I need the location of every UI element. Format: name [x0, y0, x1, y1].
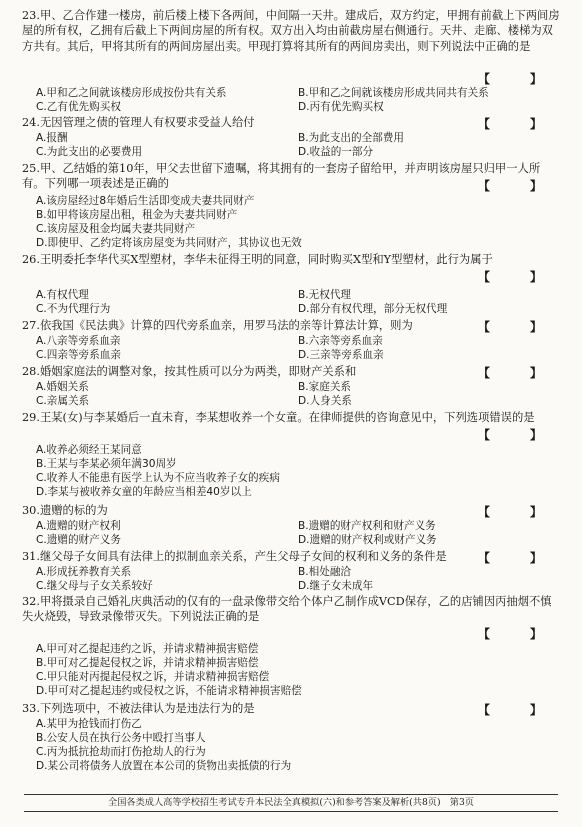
- option-b: B.甲和乙之间就该楼房形成共同共有关系: [298, 87, 489, 99]
- option-d: D.继子女未成年: [298, 580, 374, 592]
- option-c: C.丙为抵抗抢劫而打伤抢劫人的行为: [36, 746, 206, 758]
- option-c: C.亲属关系: [36, 395, 90, 407]
- page-footer: 全国各类成人高等学校招生考试专升本民法全真模拟(六)和参考答案及解析(共8页) 第3页: [24, 794, 558, 812]
- option-b: B.为此支出的全部费用: [298, 132, 404, 144]
- question-stem: 32.甲将摄录自己婚礼庆典活动的仅有的一盘录像带交给个体户乙制作成VCD保存，乙的店铺因丙抽烟不慎失火烧毁，导致录像带灭失。下列说法正确的是: [22, 595, 552, 624]
- question-stem: 23.甲、乙合作建一楼房，前后楼上楼下各两间，中间隔一天井。建成后，双方约定，甲拥有前截上下两间房屋的所有权，乙拥有后截上下两间房屋的所有权。双方出入均由前截房屋右侧通行。天井、走廊、楼梯为双方共有。其后，甲将其所有的两间房屋出卖。甲现打算将其所有的两间房卖出，则下列说法中正确的是: [22, 9, 560, 53]
- option-c: C.收养人不能患有医学上认为不应当收养子女的疾病: [36, 472, 280, 484]
- question-stem: 30.遗赠的标的为: [22, 504, 108, 517]
- option-d: D.某公司将债务人放置在本公司的货物出卖抵债的行为: [36, 760, 292, 772]
- option-d: D.三亲等旁系血亲: [298, 349, 384, 361]
- option-c: C.四亲等旁系血亲: [36, 349, 121, 361]
- answer-bracket: 【 】: [477, 72, 560, 86]
- option-b: B.相处融洽: [298, 566, 352, 578]
- option-a: A.报酬: [36, 132, 68, 144]
- answer-bracket: 【 】: [477, 428, 560, 442]
- option-c: C.乙有优先购买权: [36, 101, 121, 113]
- option-b: B.家庭关系: [298, 381, 352, 393]
- question-stem: 25.甲、乙结婚的第10年，甲父去世留下遗嘱，将其拥有的一套房子留给甲，并声明该房屋只归甲一人所有。下列哪一项表述是正确的: [22, 162, 541, 191]
- option-a: A.某甲为抢钱而打伤乙: [36, 718, 142, 730]
- option-d: D.甲可对乙提起违约或侵权之诉，不能请求精神损害赔偿: [36, 685, 302, 697]
- question-32: [22, 594, 562, 625]
- question-stem: 33.下列选项中，不被法律认为是违法行为的是: [22, 702, 255, 715]
- answer-bracket: 【 】: [477, 117, 560, 131]
- option-c: C.该房屋及租金均属夫妻共同财产: [36, 223, 196, 235]
- question-stem: 26.王明委托李华代买X型塑材，李华未征得王明的同意，同时购买X型和Y型塑材，此行为属于: [22, 253, 493, 266]
- option-c: C.为此支出的必要费用: [36, 146, 143, 158]
- option-c: C.甲只能对丙提起侵权之诉，并请求精神损害赔偿: [36, 671, 270, 683]
- option-a: A.有权代理: [36, 289, 89, 301]
- option-d: D.部分有权代理，部分无权代理: [298, 303, 448, 315]
- answer-bracket: 【 】: [477, 179, 560, 193]
- question-23: [22, 8, 562, 54]
- option-b: B.无权代理: [298, 289, 352, 301]
- option-d: D.遗赠的财产权利或财产义务: [298, 534, 437, 546]
- answer-bracket: 【 】: [477, 551, 560, 565]
- option-a: A.八亲等旁系血亲: [36, 335, 121, 347]
- option-b: B.六亲等旁系血亲: [298, 335, 383, 347]
- option-d: D.丙有优先购买权: [298, 101, 384, 113]
- option-d: D.即使甲、乙约定将该房屋变为共同财产，其协议也无效: [36, 237, 302, 249]
- option-b: B.王某与李某必须年满30周岁: [36, 458, 177, 470]
- question-stem: 28.婚姻家庭法的调整对象，按其性质可以分为两类，即财产关系和: [22, 365, 357, 378]
- option-a: A.遗赠的财产权利: [36, 520, 121, 532]
- option-c: C.不为代理行为: [36, 303, 111, 315]
- question-29: [22, 410, 562, 425]
- option-a: A.该房屋经过8年婚后生活即变成夫妻共同财产: [36, 195, 255, 207]
- answer-bracket: 【 】: [477, 627, 560, 641]
- answer-bracket: 【 】: [477, 320, 560, 334]
- answer-bracket: 【 】: [477, 505, 560, 519]
- question-stem: 24.无因管理之债的管理人有权要求受益人给付: [22, 116, 255, 129]
- question-stem: 27.依我国《民法典》计算的四代旁系血亲，用罗马法的亲等计算法计算，则为: [22, 319, 413, 332]
- option-d: D.人身关系: [298, 395, 352, 407]
- option-a: A.甲可对乙提起违约之诉，并请求精神损害赔偿: [36, 643, 259, 655]
- answer-bracket: 【 】: [477, 703, 560, 717]
- option-d: D.李某与被收养女童的年龄应当相差40岁以上: [36, 486, 252, 498]
- question-stem: 29.王某(女)与李某婚后一直未育，李某想收养一个女童。在律师提供的咨询意见中，下列选项错误的是: [22, 411, 535, 424]
- option-a: A.婚姻关系: [36, 381, 89, 393]
- question-26: [22, 252, 562, 267]
- option-b: B.如甲将该房屋出租，租金为夫妻共同财产: [36, 209, 238, 221]
- answer-bracket: 【 】: [477, 366, 560, 380]
- answer-bracket: 【 】: [477, 270, 560, 284]
- option-b: B.遗赠的财产权利和财产义务: [298, 520, 436, 532]
- option-c: C.继父母与子女关系较好: [36, 580, 153, 592]
- option-d: D.收益的一部分: [298, 146, 374, 158]
- question-stem: 31.继父母子女间具有法律上的拟制血亲关系，产生父母子女间的权利和义务的条件是: [22, 550, 447, 563]
- option-a: A.甲和乙之间就该楼房形成按份共有关系: [36, 87, 227, 99]
- option-a: A.形成抚养教育关系: [36, 566, 132, 578]
- option-b: B.甲可对乙提起侵权之诉，并请求精神损害赔偿: [36, 657, 259, 669]
- option-b: B.公安人员在执行公务中殴打当事人: [36, 732, 206, 744]
- option-a: A.收养必须经王某同意: [36, 444, 142, 456]
- option-c: C.遗赠的财产义务: [36, 534, 121, 546]
